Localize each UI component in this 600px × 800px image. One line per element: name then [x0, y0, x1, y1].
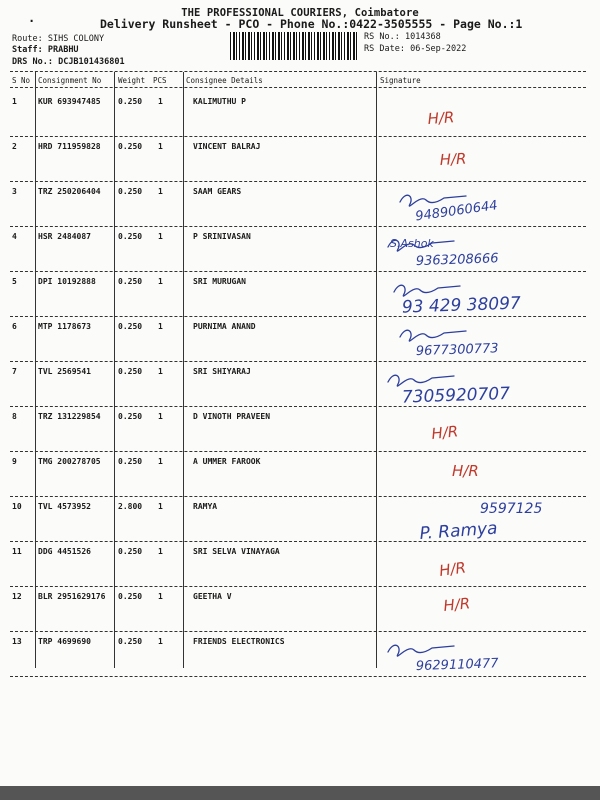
pen-mark-icon: ·: [28, 14, 36, 28]
row-consignee: PURNIMA ANAND: [193, 322, 256, 331]
signature-cell: [380, 409, 590, 453]
row-pcs: 1: [158, 457, 163, 466]
signature-cell: [380, 634, 590, 678]
row-consignee: SRI SHIYARAJ: [193, 367, 251, 376]
signature-phone: 9363208666: [415, 251, 499, 270]
row-pcs: 1: [158, 367, 163, 376]
signature-phone: 9677300773: [415, 341, 499, 360]
row-sno: 13: [12, 637, 22, 646]
row-sno: 1: [12, 97, 17, 106]
table-row: [0, 452, 600, 497]
signature-cell: [380, 229, 590, 273]
col-header-sno: S No: [12, 76, 31, 85]
signature-scribble: [388, 375, 454, 386]
handwritten-signature: [380, 319, 590, 363]
row-weight: 2.800: [118, 502, 143, 511]
row-sno: 3: [12, 187, 17, 196]
handwritten-signature: [380, 274, 590, 318]
staff-label: Staff:: [12, 45, 43, 55]
drs-label: DRS No.:: [12, 57, 53, 67]
header-rule-bottom: [10, 87, 586, 88]
scan-edge: [0, 786, 600, 800]
signature-cell: [380, 454, 590, 498]
row-consignee: SAAM GEARS: [193, 187, 242, 196]
row-consignment-no: TVL 2569541: [38, 367, 91, 376]
signature-phone: 9597125: [480, 501, 543, 517]
col-header-pcs: PCS: [153, 76, 167, 85]
rs-date-value: 06-Sep-2022: [410, 44, 467, 54]
rs-no-label: RS No.:: [364, 32, 400, 42]
row-consignment-no: BLR 2951629176: [38, 592, 106, 601]
row-weight: 0.250: [118, 457, 143, 466]
table-row: [0, 407, 600, 452]
row-consignment-no: MTP 1178673: [38, 322, 91, 331]
route-line: [12, 34, 104, 44]
row-weight: 0.250: [118, 412, 143, 421]
handwritten-signature: [380, 454, 590, 498]
signature-cell: [380, 94, 590, 138]
row-consignment-no: TVL 4573952: [38, 502, 91, 511]
row-weight: 0.250: [118, 277, 143, 286]
rs-date-label: RS Date:: [364, 44, 405, 54]
row-weight: 0.250: [118, 187, 143, 196]
rs-date-line: [364, 44, 466, 54]
row-sno: 12: [12, 592, 22, 601]
row-consignee: KALIMUTHU P: [193, 97, 246, 106]
row-pcs: 1: [158, 277, 163, 286]
signature-text: H/R: [438, 558, 468, 580]
row-consignee: VINCENT BALRAJ: [193, 142, 261, 151]
row-pcs: 1: [158, 502, 163, 511]
col-header-consignment: Consignment No: [38, 76, 102, 85]
row-weight: 0.250: [118, 547, 143, 556]
row-sno: 11: [12, 547, 22, 556]
row-sno: 5: [12, 277, 17, 286]
row-sno: 9: [12, 457, 17, 466]
row-consignment-no: HRD 711959828: [38, 142, 101, 151]
row-weight: 0.250: [118, 367, 143, 376]
table-row: [0, 137, 600, 182]
table-row: [0, 362, 600, 407]
row-consignee: RAMYA: [193, 502, 218, 511]
col-header-consignee: Consignee Details: [186, 76, 263, 85]
signature-cell: [380, 499, 590, 543]
signature-scribble: [388, 645, 454, 656]
route-value: SIHS COLONY: [47, 34, 105, 44]
table-row: [0, 587, 600, 632]
barcode: [230, 32, 358, 60]
table-row: [0, 317, 600, 362]
row-pcs: 1: [158, 637, 163, 646]
row-sno: 10: [12, 502, 22, 511]
drs-line: [12, 57, 125, 67]
row-consignment-no: TRZ 250206404: [38, 187, 101, 196]
company-title: THE PROFESSIONAL COURIERS, Coimbatore: [181, 7, 419, 19]
row-sno: 2: [12, 142, 17, 151]
row-consignment-no: TRP 4699690: [38, 637, 91, 646]
table-row: [0, 227, 600, 272]
row-pcs: 1: [158, 232, 163, 241]
handwritten-signature: [380, 184, 590, 228]
signature-cell: [380, 364, 590, 408]
drs-value: DCJB101436801: [58, 57, 125, 67]
col-header-signature: Signature: [380, 76, 421, 85]
row-consignment-no: KUR 693947485: [38, 97, 101, 106]
handwritten-signature: [380, 409, 590, 453]
route-label: Route:: [12, 34, 43, 44]
handwritten-signature: [380, 544, 590, 588]
col-header-weight: Weight: [118, 76, 146, 85]
row-weight: 0.250: [118, 592, 143, 601]
row-consignment-no: TRZ 131229854: [38, 412, 101, 421]
signature-scribble: [394, 285, 460, 296]
row-consignment-no: DPI 10192888: [38, 277, 96, 286]
handwritten-signature: [380, 589, 590, 633]
row-consignee: FRIENDS ELECTRONICS: [193, 637, 285, 646]
row-weight: 0.250: [118, 637, 143, 646]
row-pcs: 1: [158, 592, 163, 601]
row-pcs: 1: [158, 322, 163, 331]
row-sno: 8: [12, 412, 17, 421]
table-row: [0, 542, 600, 587]
signature-cell: [380, 274, 590, 318]
signature-text: H/R: [439, 149, 467, 169]
row-separator: [10, 676, 586, 677]
row-consignee: SRI MURUGAN: [193, 277, 246, 286]
signature-cell: [380, 184, 590, 228]
row-pcs: 1: [158, 547, 163, 556]
signature-cell: [380, 319, 590, 363]
handwritten-signature: [380, 634, 590, 678]
row-pcs: 1: [158, 97, 163, 106]
signature-cell: [380, 544, 590, 588]
row-consignee: A UMMER FAROOK: [193, 457, 261, 466]
staff-value: PRABHU: [47, 45, 79, 55]
row-sno: 4: [12, 232, 17, 241]
rs-no-line: [364, 32, 441, 42]
signature-text: P. Ramya: [418, 518, 499, 543]
row-sno: 7: [12, 367, 17, 376]
table-row: [0, 272, 600, 317]
row-pcs: 1: [158, 187, 163, 196]
header-rule-top: [10, 71, 586, 72]
table-row: [0, 497, 600, 542]
row-consignment-no: TMG 200278705: [38, 457, 101, 466]
row-consignment-no: DDG 4451526: [38, 547, 91, 556]
handwritten-signature: [380, 94, 590, 138]
row-pcs: 1: [158, 142, 163, 151]
signature-text: H/R: [427, 108, 455, 128]
row-weight: 0.250: [118, 97, 143, 106]
signature-phone: 93 429 38097: [401, 293, 522, 318]
signature-phone: 9629110477: [415, 656, 499, 675]
row-consignee: GEETHA V: [193, 592, 232, 601]
row-pcs: 1: [158, 412, 163, 421]
rs-no-value: 1014368: [404, 32, 441, 42]
row-sno: 6: [12, 322, 17, 331]
row-weight: 0.250: [118, 142, 143, 151]
staff-line: [12, 45, 79, 55]
handwritten-signature: [380, 229, 590, 273]
row-consignee: P SRINIVASAN: [193, 232, 251, 241]
handwritten-signature: [380, 139, 590, 183]
signature-text: H/R: [442, 594, 472, 615]
table-row: [0, 182, 600, 227]
row-weight: 0.250: [118, 232, 143, 241]
signature-text: S.Ashok: [390, 237, 434, 250]
signature-phone: 9489060644: [414, 198, 499, 225]
table-row: [0, 632, 600, 677]
handwritten-signature: [380, 499, 590, 543]
runsheet-subtitle: Delivery Runsheet - PCO - Phone No.:0422-3505555 - Page No.:1: [100, 17, 523, 31]
signature-text: H/R: [430, 422, 460, 443]
signature-scribble: [400, 330, 466, 341]
handwritten-signature: [380, 364, 590, 408]
row-consignment-no: HSR 2484087: [38, 232, 91, 241]
row-consignee: SRI SELVA VINAYAGA: [193, 547, 280, 556]
signature-phone: 7305920707: [401, 383, 511, 408]
signature-cell: [380, 589, 590, 633]
signature-cell: [380, 139, 590, 183]
table-row: [0, 92, 600, 137]
signature-text: H/R: [452, 462, 479, 480]
row-consignee: D VINOTH PRAVEEN: [193, 412, 271, 421]
row-weight: 0.250: [118, 322, 143, 331]
